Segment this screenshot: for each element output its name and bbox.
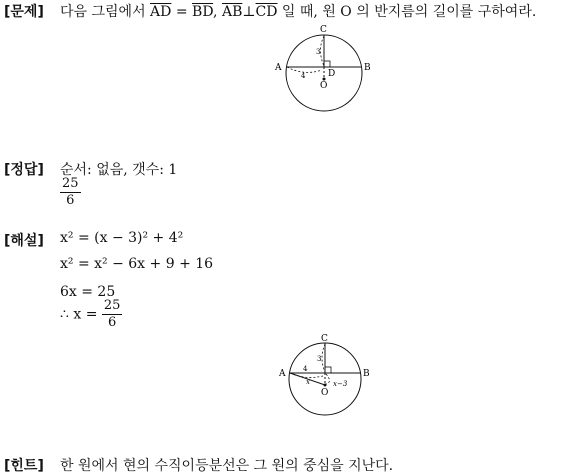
- label-c: C: [320, 25, 327, 35]
- length-od-solution: x−3: [333, 380, 348, 388]
- label-c-solution: C: [321, 334, 328, 344]
- solution-numerator: 25: [103, 298, 121, 313]
- solution-line-1: x² = (x − 3)² + 4²: [60, 230, 184, 246]
- answer-label: [정답]: [4, 162, 44, 178]
- solution-denominator: 6: [108, 315, 117, 330]
- label-a-solution: A: [279, 369, 286, 379]
- brace-ad-solution: [290, 373, 323, 377]
- length-ad-solution: 4: [303, 365, 308, 373]
- segment-ad: $\overline{AD}$: [150, 4, 172, 20]
- length-ad: 4: [301, 72, 306, 80]
- answer-fraction: [60, 176, 81, 209]
- label-d: D: [328, 69, 336, 79]
- problem-prefix: 다음 그림에서: [60, 4, 151, 20]
- hint-label: [힌트]: [4, 458, 44, 474]
- label-o-solution: O: [321, 388, 329, 398]
- right-angle-mark-solution: [325, 367, 331, 373]
- center-point-solution: [324, 384, 327, 387]
- length-ao-solution: x: [306, 378, 310, 386]
- label-b: B: [364, 63, 371, 73]
- problem-suffix: 일 때, 원 O 의 반지름의 길이를 구하여라.: [277, 4, 537, 20]
- comma: ,: [213, 4, 222, 20]
- length-cd-solution: 3: [317, 355, 322, 363]
- segment-bd: $\overline{BD}$: [192, 4, 214, 20]
- perpendicular-symbol: ⊥: [242, 4, 256, 20]
- hint-text: 한 원에서 현의 수직이등분선은 그 원의 중심을 지난다.: [60, 458, 394, 474]
- brace-od-solution: [326, 374, 330, 384]
- solution-therefore: ∴ x =: [60, 306, 102, 323]
- problem-label: [문제]: [4, 4, 44, 20]
- equals-sign: =: [171, 4, 193, 20]
- solution-line-2: x² = x² − 6x + 9 + 16: [60, 256, 214, 272]
- label-a: A: [275, 63, 282, 73]
- length-cd: 3: [316, 48, 321, 56]
- right-angle-mark: [324, 61, 330, 67]
- problem-statement: [60, 1, 536, 21]
- answer-text: 순서: 없음, 갯수: 1: [60, 162, 178, 178]
- brace-cd: [321, 36, 325, 66]
- solution-line-4: [60, 298, 122, 331]
- problem-figure: [270, 24, 380, 124]
- solution-figure: [275, 334, 385, 424]
- solution-label: [해설]: [4, 233, 44, 249]
- segment-ab: $\overline{AB}$: [221, 4, 243, 20]
- answer-denominator: 6: [66, 193, 75, 208]
- solution-line-3: 6x = 25: [60, 284, 116, 300]
- label-o: O: [320, 81, 328, 91]
- label-b-solution: B: [363, 369, 370, 379]
- answer-numerator: 25: [62, 176, 79, 191]
- segment-cd: $\overline{CD}$: [255, 4, 278, 20]
